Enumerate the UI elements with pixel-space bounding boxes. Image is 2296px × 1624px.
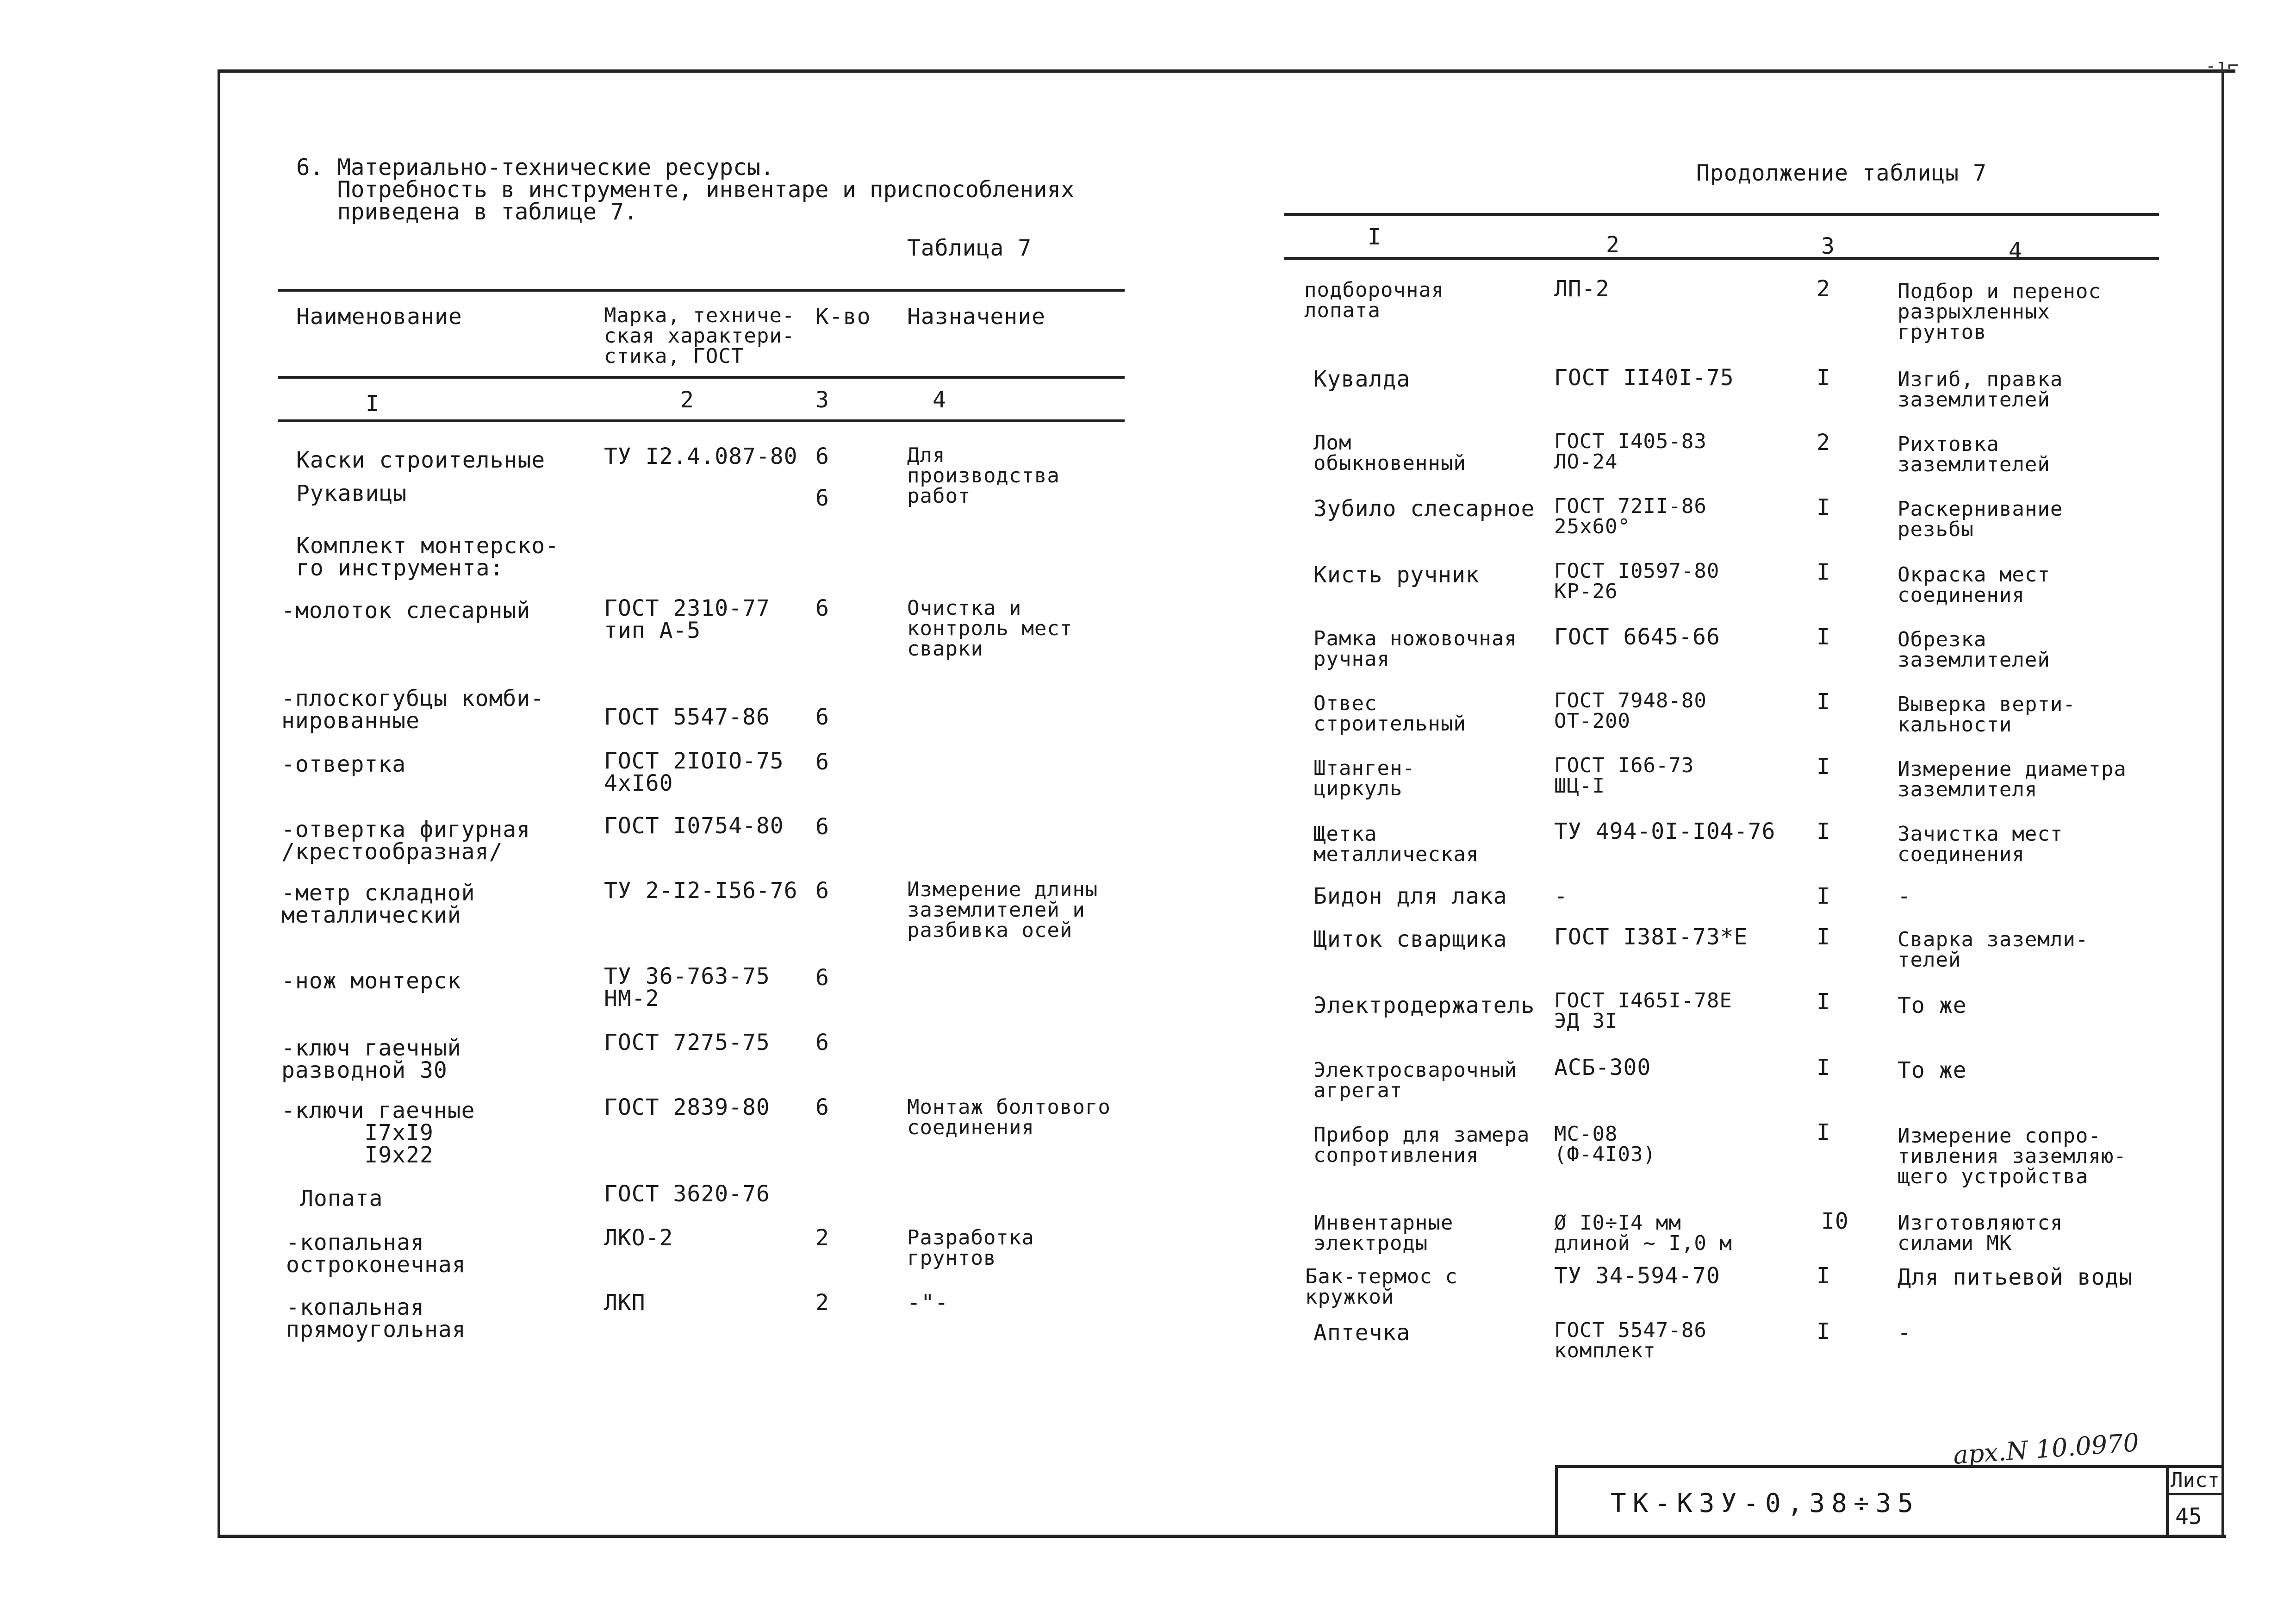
right-row-purpose: - xyxy=(1898,883,1911,909)
right-row-name: Кисть ручник xyxy=(1313,562,1480,588)
right-row-mark: АСБ-300 xyxy=(1554,1055,1651,1081)
corner-mark: -ı⌐ xyxy=(2205,56,2239,77)
right-row-qty: I xyxy=(1817,689,1830,715)
right-row-qty: I xyxy=(1817,1119,1830,1145)
left-row-name: -ключи гаечные I7xI9 I9x22 xyxy=(281,1098,475,1168)
right-row-mark: ГОСТ 72II-86 25х60° xyxy=(1554,494,1707,538)
right-row-purpose: Для питьевой воды xyxy=(1898,1264,2133,1290)
left-row-qty: 6 xyxy=(815,878,829,904)
archive-number-handwritten: арх.N 10.0970 xyxy=(1952,1428,2140,1470)
right-row-name: Рамка ножовочная ручная xyxy=(1313,627,1517,671)
intro-line-3: приведена в таблице 7. xyxy=(296,199,638,225)
left-row-purpose: Измерение длины заземлителей и разбивка осей xyxy=(907,878,1098,942)
left-row-name: -ключ гаечный разводной 30 xyxy=(281,1035,461,1083)
left-row-name: Рукавицы xyxy=(296,481,407,506)
right-row-mark: ГОСТ I405-83 ЛО-24 xyxy=(1554,430,1707,474)
sheet-label: Лист xyxy=(2171,1468,2220,1492)
right-num-1: I xyxy=(1368,224,1381,250)
right-row-mark: ГОСТ I38I-73*Е xyxy=(1554,924,1748,950)
left-row-qty: 6 xyxy=(815,443,829,469)
right-row-purpose: Рихтовка заземлителей xyxy=(1898,432,2050,476)
left-row-qty: 6 xyxy=(815,749,829,775)
right-row-qty: 2 xyxy=(1817,430,1830,456)
right-row-purpose: Зачистка мест соединения xyxy=(1898,822,2063,866)
right-row-qty: I xyxy=(1817,989,1830,1015)
right-row-qty: I xyxy=(1817,494,1830,520)
left-row-name: -копальная остроконечная xyxy=(286,1230,466,1278)
left-row-mark: ГОСТ 3620-76 xyxy=(604,1181,770,1207)
right-num-2: 2 xyxy=(1606,232,1620,258)
left-row-mark: ГОСТ 2839-80 xyxy=(604,1094,770,1120)
right-table-caption: Продолжение таблицы 7 xyxy=(1696,160,1987,186)
right-row-mark: МС-08 (Ф-4I03) xyxy=(1554,1122,1656,1166)
left-row-qty: 2 xyxy=(815,1290,829,1316)
left-row-qty: 6 xyxy=(815,1030,829,1056)
right-row-qty: I xyxy=(1817,754,1830,780)
left-row-purpose: -"- xyxy=(907,1290,949,1316)
right-row-name: подборочная лопата xyxy=(1304,278,1444,322)
right-row-mark: ТУ 494-0I-I04-76 xyxy=(1554,818,1776,844)
left-row-name: -отвертка xyxy=(281,751,406,777)
right-table-top-rule xyxy=(1284,213,2159,216)
right-row-purpose: Изготовляются силами МК xyxy=(1898,1211,2063,1255)
left-table-caption: Таблица 7 xyxy=(907,235,1032,261)
document-code: ТК-КЗУ-0,38÷35 xyxy=(1611,1488,1920,1518)
right-row-mark: Ø I0÷I4 мм длиной ~ I,0 м xyxy=(1554,1211,1732,1255)
frame-right-line xyxy=(2221,72,2224,1537)
right-row-purpose: То же xyxy=(1898,1057,1967,1083)
left-row-purpose: Очистка и контроль мест сварки xyxy=(907,596,1073,661)
right-row-qty: I xyxy=(1817,1318,1830,1344)
left-num-4: 4 xyxy=(933,387,946,413)
right-row-mark: ГОСТ I66-73 ШЦ-I xyxy=(1554,754,1694,798)
right-row-qty: I xyxy=(1817,624,1830,650)
right-row-mark: ГОСТ I465I-78Е ЭД 3I xyxy=(1554,989,1732,1033)
right-row-name: Электродержатель xyxy=(1313,993,1535,1018)
right-row-purpose: Окраска мест соединения xyxy=(1898,563,2050,607)
left-row-purpose: Монтаж болтового соединения xyxy=(907,1095,1111,1139)
right-row-qty: I xyxy=(1817,883,1830,909)
right-row-name: Аптечка xyxy=(1313,1320,1411,1346)
left-row-mark: ТУ 36-763-75 НМ-2 xyxy=(604,963,770,1012)
right-row-purpose: - xyxy=(1898,1320,1911,1346)
left-table-top-rule xyxy=(278,289,1125,292)
right-row-mark: ЛП-2 xyxy=(1554,276,1610,302)
right-row-qty: I0 xyxy=(1821,1208,1849,1234)
right-row-mark: - xyxy=(1554,883,1568,909)
right-row-name: Штанген- циркуль xyxy=(1313,756,1415,800)
left-number-rule xyxy=(278,419,1125,422)
right-row-mark: ТУ 34-594-70 xyxy=(1554,1263,1720,1289)
right-row-mark: ГОСТ 5547-86 комплект xyxy=(1554,1318,1707,1362)
right-row-name: Лом обыкновенный xyxy=(1313,431,1466,475)
frame-top-line xyxy=(218,69,2235,73)
right-row-name: Бак-термос с кружкой xyxy=(1305,1265,1458,1309)
right-row-name: Щиток сварщика xyxy=(1313,926,1507,952)
left-row-name: -нож монтерск xyxy=(281,968,461,994)
left-row-purpose: Для производства работ xyxy=(907,443,1060,508)
left-row-name: Лопата xyxy=(300,1186,383,1212)
section-intro xyxy=(296,156,1075,223)
left-header-purpose: Назначение xyxy=(907,304,1045,330)
right-row-purpose: Подбор и перенос разрыхленных грунтов xyxy=(1898,280,2101,344)
left-row-qty: 6 xyxy=(815,965,829,991)
sheet-number: 45 xyxy=(2175,1504,2202,1530)
right-row-qty: I xyxy=(1817,818,1830,844)
left-row-name: -плоскогубцы комби- нированные xyxy=(281,686,545,734)
right-row-mark: ГОСТ 7948-80 ОТ-200 xyxy=(1554,689,1707,733)
left-row-mark: ГОСТ 5547-86 xyxy=(604,704,770,730)
intro-line-2: Потребность в инструменте, инвентаре и приспособлениях xyxy=(296,176,1075,203)
left-num-3: 3 xyxy=(815,387,829,413)
left-row-qty: 6 xyxy=(815,814,829,840)
left-row-mark: ГОСТ 2IOIO-75 4хI60 xyxy=(604,748,784,796)
left-row-name: Комплект монтерско- го инструмента: xyxy=(296,533,560,581)
left-row-mark: ТУ 2-I2-I56-76 xyxy=(604,878,798,904)
left-row-mark: ГОСТ 7275-75 xyxy=(604,1030,770,1056)
right-row-name: Прибор для замера сопротивления xyxy=(1313,1123,1530,1167)
right-row-qty: I xyxy=(1817,365,1830,391)
right-row-name: Отвес строительный xyxy=(1313,692,1466,736)
left-row-name: Каски строительные xyxy=(296,447,546,473)
left-header-rule xyxy=(278,376,1125,379)
right-row-purpose: То же xyxy=(1898,993,1967,1018)
right-row-mark: ГОСТ II40I-75 xyxy=(1554,365,1734,391)
left-row-qty: 6 xyxy=(815,595,829,621)
left-row-name: -метр складной металлический xyxy=(281,880,475,928)
right-row-purpose: Выверка верти- кальности xyxy=(1898,693,2076,737)
left-row-qty: 6 xyxy=(815,704,829,730)
right-row-purpose: Изгиб, правка заземлителей xyxy=(1898,368,2063,412)
right-row-qty: I xyxy=(1817,1055,1830,1081)
left-row-qty: 2 xyxy=(815,1225,829,1251)
right-num-4: 4 xyxy=(2009,238,2022,264)
left-row-mark: ТУ I2.4.087-80 xyxy=(604,443,798,469)
left-header-name: Наименование xyxy=(296,304,462,330)
left-row-mark: ГОСТ 2310-77 тип А-5 xyxy=(604,595,770,643)
left-row-mark: ЛКП xyxy=(604,1290,646,1316)
frame-left-line xyxy=(218,69,220,1535)
right-number-rule xyxy=(1284,257,2159,260)
right-row-purpose: Измерение сопро- тивления заземляю- щего устройства xyxy=(1898,1124,2127,1188)
left-num-1: I xyxy=(366,391,380,417)
right-row-name: Бидон для лака xyxy=(1313,883,1507,909)
left-header-mark: Марка, техниче- ская характери- стика, ГОСТ xyxy=(604,304,795,368)
right-row-name: Электросварочный агрегат xyxy=(1313,1058,1517,1102)
left-row-purpose: Разработка грунтов xyxy=(907,1226,1034,1270)
right-row-qty: I xyxy=(1817,1263,1830,1289)
right-num-3: 3 xyxy=(1821,233,1835,259)
left-row-mark: ГОСТ I0754-80 xyxy=(604,813,784,839)
right-row-purpose: Измерение диаметра заземлителя xyxy=(1898,757,2127,801)
left-row-name: -отвертка фигурная /крестообразная/ xyxy=(281,817,531,865)
right-row-name: Кувалда xyxy=(1313,366,1411,392)
right-row-name: Инвентарные электроды xyxy=(1313,1211,1454,1255)
left-row-name: -молоток слесарный xyxy=(281,598,531,624)
right-row-qty: I xyxy=(1817,924,1830,950)
left-row-mark: ЛКО-2 xyxy=(604,1225,673,1251)
left-row-name: -копальная прямоугольная xyxy=(286,1294,466,1343)
right-row-qty: 2 xyxy=(1817,276,1830,302)
sheet-box-divider xyxy=(2166,1493,2221,1495)
right-row-purpose: Раскернивание резьбы xyxy=(1898,497,2063,541)
right-row-mark: ГОСТ 6645-66 xyxy=(1554,624,1720,650)
right-row-purpose: Сварка заземли- телей xyxy=(1898,928,2089,972)
right-row-name: Щетка металлическая xyxy=(1313,822,1479,866)
left-num-2: 2 xyxy=(680,387,694,413)
right-row-name: Зубило слесарное xyxy=(1313,496,1535,522)
right-row-qty: I xyxy=(1817,559,1830,585)
left-row-qty: 6 xyxy=(815,1094,829,1120)
right-row-mark: ГОСТ I0597-80 КР-26 xyxy=(1554,559,1720,603)
intro-line-1: 6. Материально-технические ресурсы. xyxy=(296,154,774,181)
left-row-qty: 6 xyxy=(815,485,829,511)
left-header-qty: К-во xyxy=(815,304,871,330)
right-row-purpose: Обрезка заземлителей xyxy=(1898,628,2050,672)
